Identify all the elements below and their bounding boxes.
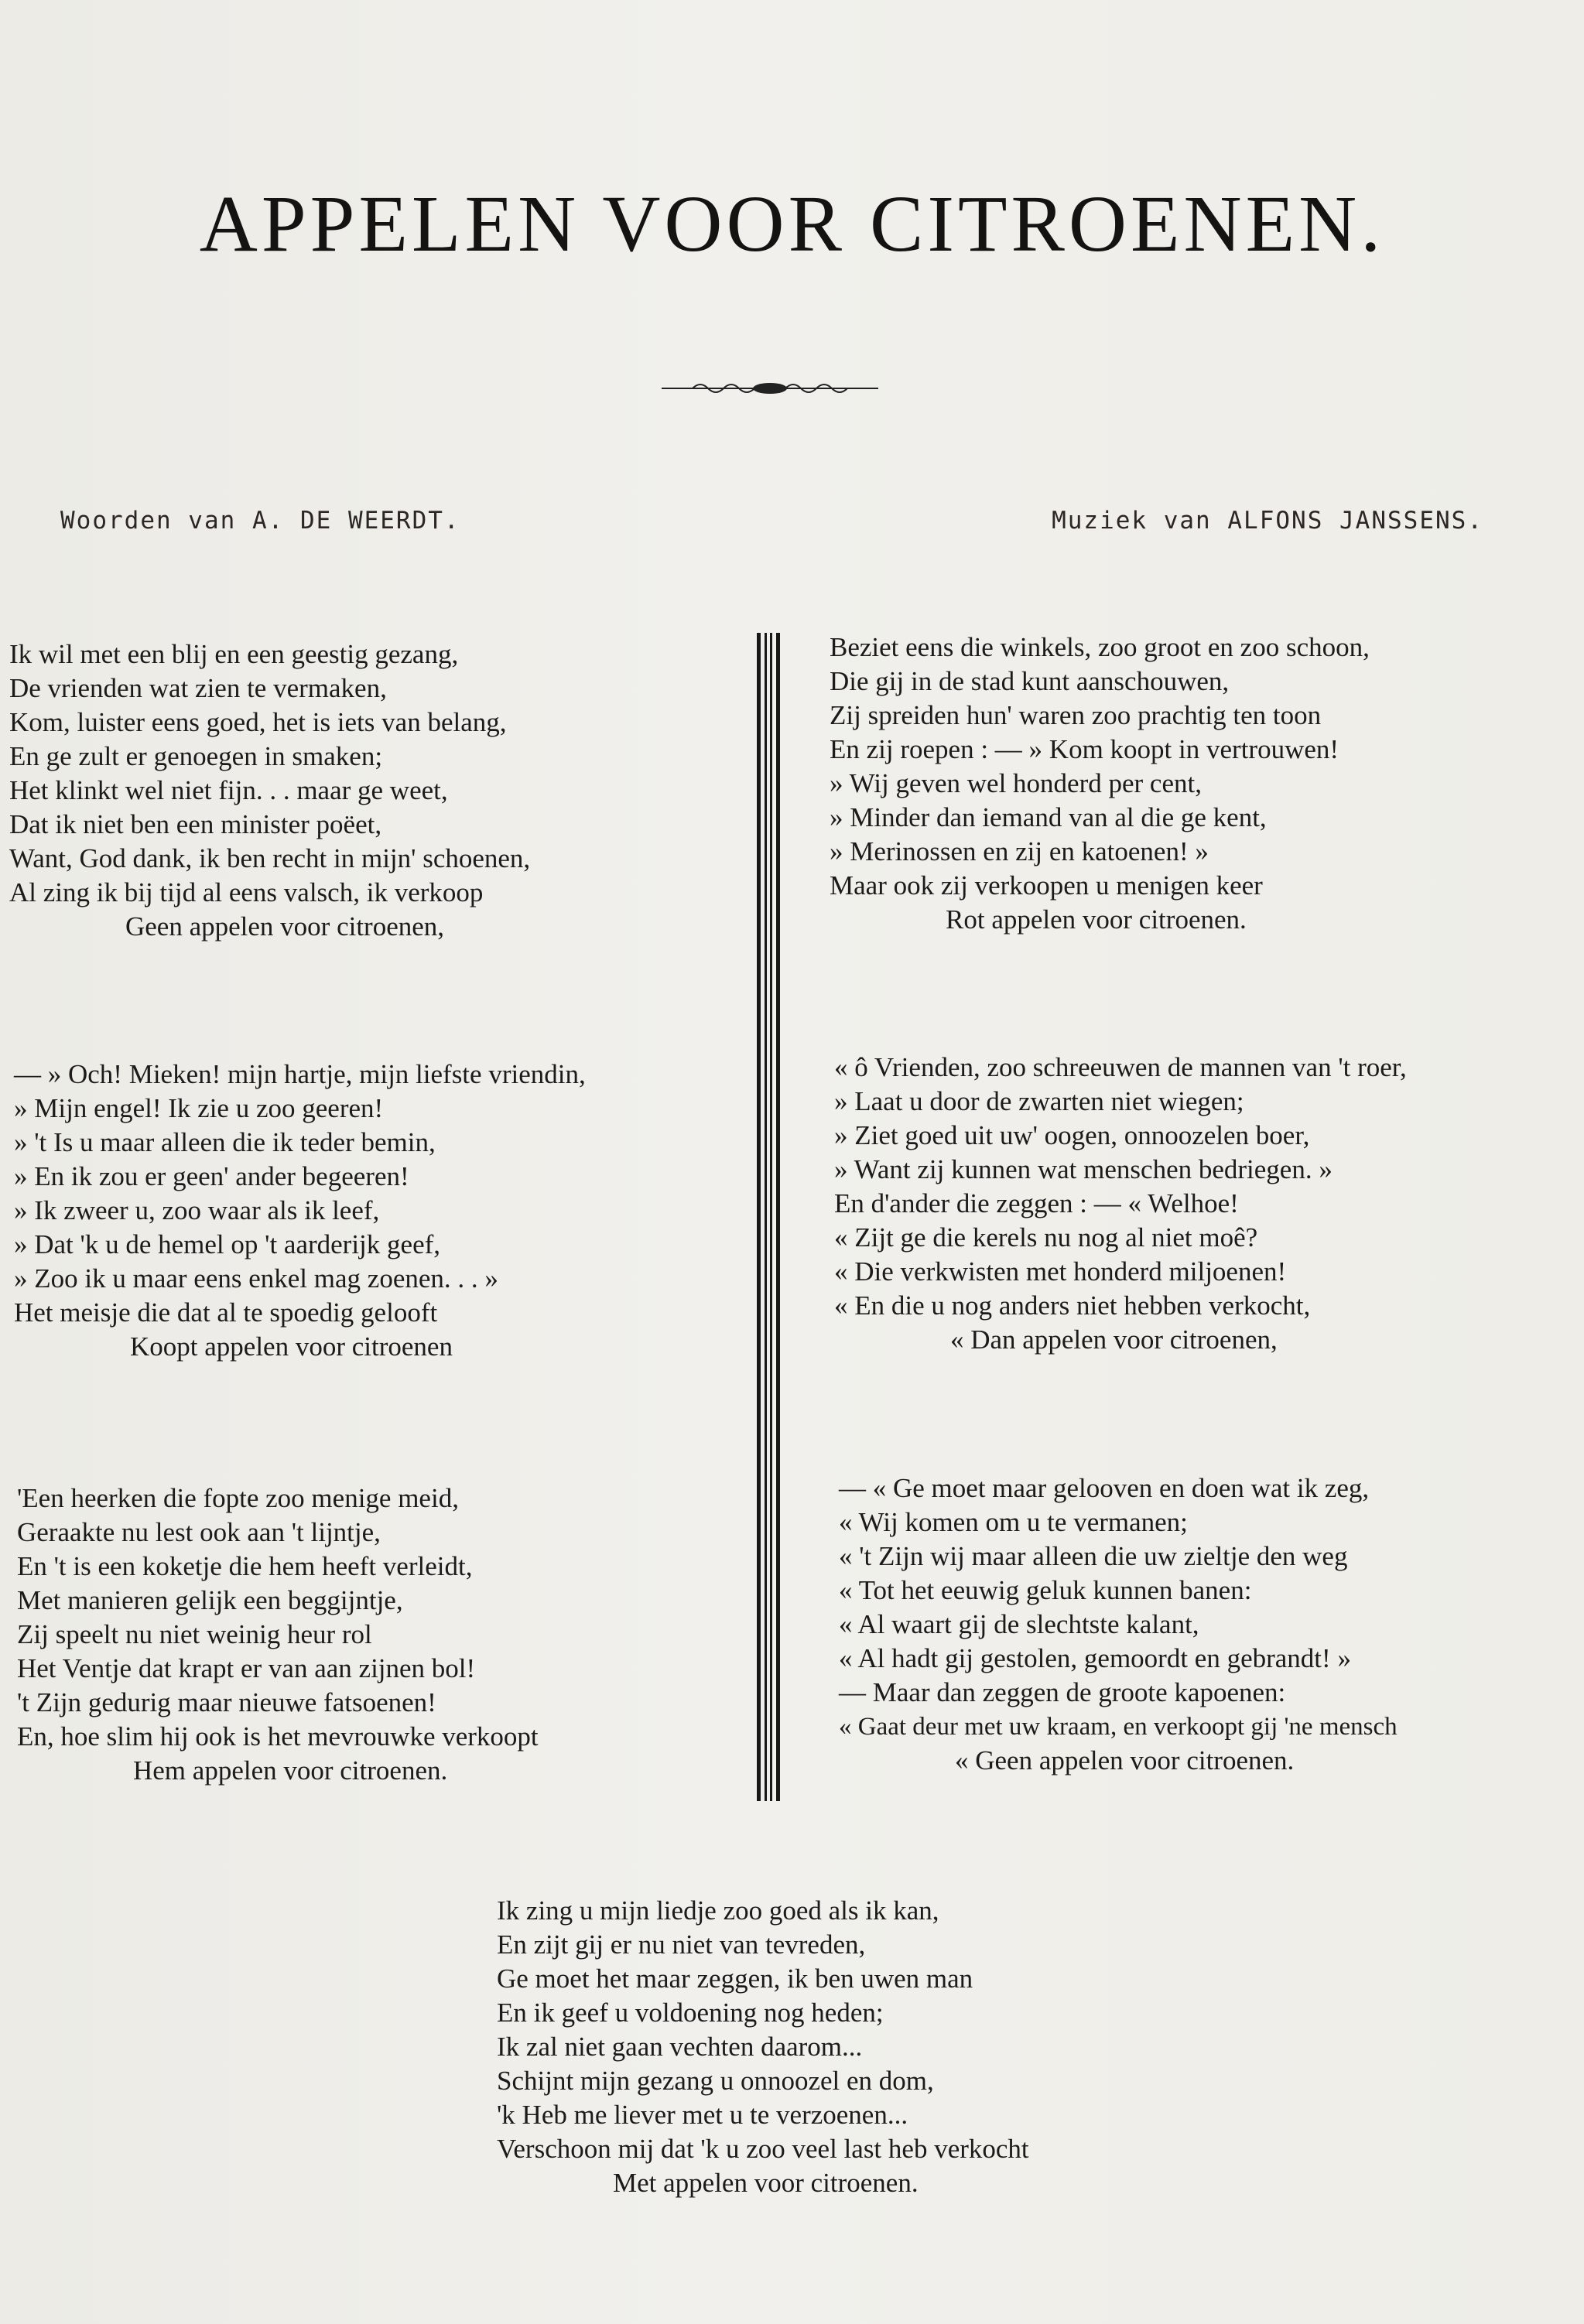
verse-line: 'Een heerken die fopte zoo menige meid, — [17, 1483, 459, 1513]
verse-line: « Zijt ge die kerels nu nog al niet moê? — [834, 1222, 1258, 1253]
verse-line: » Want zij kunnen wat menschen bedriegen. » — [834, 1154, 1333, 1184]
verse-line: » Merinossen en zij en katoenen! » — [830, 836, 1209, 866]
stanza-5 — [834, 1051, 1562, 1357]
verse-line: En zij roepen : — » Kom koopt in vertrouwen! — [830, 734, 1339, 764]
verse-line: » Minder dan iemand van al die ge kent, — [830, 802, 1267, 832]
flourish-ornament-icon — [662, 378, 878, 399]
refrain-line: Met appelen voor citroenen. — [613, 2168, 919, 2198]
verse-line: En zijt gij er nu niet van tevreden, — [497, 1929, 866, 1960]
refrain-line: Koopt appelen voor citroenen — [130, 1331, 453, 1362]
verse-line: — » Och! Mieken! mijn hartje, mijn liefste vriendin, — [14, 1059, 586, 1089]
verse-line: » Dat 'k u de hemel op 't aarderijk geef, — [14, 1229, 441, 1259]
verse-line: Het klinkt wel niet fijn. . . maar ge weet, — [9, 775, 448, 805]
stanza-1 — [9, 637, 737, 944]
verse-line: En 't is een koketje die hem heeft verleidt, — [17, 1551, 473, 1581]
verse-line: Het meisje die dat al te spoedig gelooft — [14, 1297, 438, 1328]
verse-line: Ik zal niet gaan vechten daarom... — [497, 2032, 863, 2062]
verse-line: Want, God dank, ik ben recht in mijn' schoenen, — [9, 843, 531, 873]
verse-line: « ô Vrienden, zoo schreeuwen de mannen van 't roer, — [834, 1052, 1407, 1082]
verse-line: Schijnt mijn gezang u onnoozel en dom, — [497, 2066, 934, 2096]
verse-line: 't Zijn gedurig maar nieuwe fatsoenen! — [17, 1687, 436, 1717]
verse-line: Met manieren gelijk een beggijntje, — [17, 1585, 403, 1615]
verse-line: » Zoo ik u maar eens enkel mag zoenen. . . » — [14, 1263, 498, 1294]
verse-line: « 't Zijn wij maar alleen die uw zieltje den weg — [839, 1541, 1348, 1571]
verse-line: — Maar dan zeggen de groote kapoenen: — [839, 1677, 1286, 1707]
verse-line: De vrienden wat zien te vermaken, — [9, 673, 387, 703]
stanza-6 — [839, 1471, 1566, 1778]
verse-line: En ik geef u voldoening nog heden; — [497, 1998, 884, 2028]
verse-line: » Wij geven wel honderd per cent, — [830, 768, 1202, 798]
refrain-line: Hem appelen voor citroenen. — [133, 1755, 448, 1786]
refrain-line: « Dan appelen voor citroenen, — [950, 1324, 1278, 1355]
lyricist-credit: Woorden van A. DE WEERDT. — [60, 507, 460, 535]
verse-line: Dat ik niet ben een minister poëet, — [9, 809, 382, 839]
verse-line: « Al hadt gij gestolen, gemoordt en gebrandt! » — [839, 1643, 1351, 1673]
verse-line: « Al waart gij de slechtste kalant, — [839, 1609, 1199, 1639]
verse-line: En ge zult er genoegen in smaken; — [9, 741, 383, 771]
verse-line: « Gaat deur met uw kraam, en verkoopt gij 'ne mensch — [839, 1713, 1398, 1741]
refrain-line: Geen appelen voor citroenen, — [125, 911, 445, 942]
verse-line: 'k Heb me liever met u te verzoenen... — [497, 2100, 908, 2130]
verse-line: » En ik zou er geen' ander begeeren! — [14, 1161, 409, 1191]
stanza-2 — [14, 1058, 741, 1364]
verse-line: — « Ge moet maar gelooven en doen wat ik zeg, — [839, 1473, 1370, 1503]
verse-line: » 't Is u maar alleen die ik teder bemin, — [14, 1127, 436, 1157]
verse-line: » Mijn engel! Ik zie u zoo geeren! — [14, 1093, 384, 1123]
stanza-final — [497, 1894, 1224, 2200]
verse-line: Maar ook zij verkoopen u menigen keer — [830, 870, 1263, 901]
verse-line: Verschoon mij dat 'k u zoo veel last heb verkocht — [497, 2134, 1029, 2164]
verse-line: » Ik zweer u, zoo waar als ik leef, — [14, 1195, 380, 1225]
verse-line: « Die verkwisten met honderd miljoenen! — [834, 1256, 1287, 1287]
verse-line: Geraakte nu lest ook aan 't lijntje, — [17, 1517, 381, 1547]
verse-line: En, hoe slim hij ook is het mevrouwke verkoopt — [17, 1721, 539, 1752]
verse-line: » Ziet goed uit uw' oogen, onnoozelen boer, — [834, 1120, 1310, 1150]
verse-line: Al zing ik bij tijd al eens valsch, ik verkoop — [9, 877, 484, 907]
stanza-3 — [17, 1482, 744, 1788]
verse-line: Die gij in de stad kunt aanschouwen, — [830, 666, 1230, 696]
verse-line: Zij spreiden hun' waren zoo prachtig ten toon — [830, 700, 1322, 730]
verse-line: « Tot het eeuwig geluk kunnen banen: — [839, 1575, 1252, 1605]
verse-line: « Wij komen om u te vermanen; — [839, 1507, 1188, 1537]
verse-line: Zij speelt nu niet weinig heur rol — [17, 1619, 372, 1649]
verse-line: Ik wil met een blij en een geestig gezang, — [9, 639, 459, 669]
verse-line: Ge moet het maar zeggen, ik ben uwen man — [497, 1963, 973, 1994]
composer-credit: Muziek van ALFONS JANSSENS. — [1052, 507, 1483, 535]
verse-line: » Laat u door de zwarten niet wiegen; — [834, 1086, 1244, 1116]
verse-line: « En die u nog anders niet hebben verkocht, — [834, 1290, 1311, 1321]
stanza-4 — [830, 631, 1557, 937]
verse-line: Het Ventje dat krapt er van aan zijnen bol! — [17, 1653, 476, 1683]
column-divider — [757, 633, 780, 1801]
verse-line: Ik zing u mijn liedje zoo goed als ik kan, — [497, 1895, 939, 1926]
verse-line: En d'ander die zeggen : — « Welhoe! — [834, 1188, 1239, 1218]
refrain-line: « Geen appelen voor citroenen. — [955, 1745, 1295, 1775]
song-title: APPELEN VOOR CITROENEN. — [199, 179, 1385, 268]
verse-line: Beziet eens die winkels, zoo groot en zoo schoon, — [830, 632, 1370, 662]
verse-line: Kom, luister eens goed, het is iets van belang, — [9, 707, 507, 737]
refrain-line: Rot appelen voor citroenen. — [946, 904, 1247, 935]
